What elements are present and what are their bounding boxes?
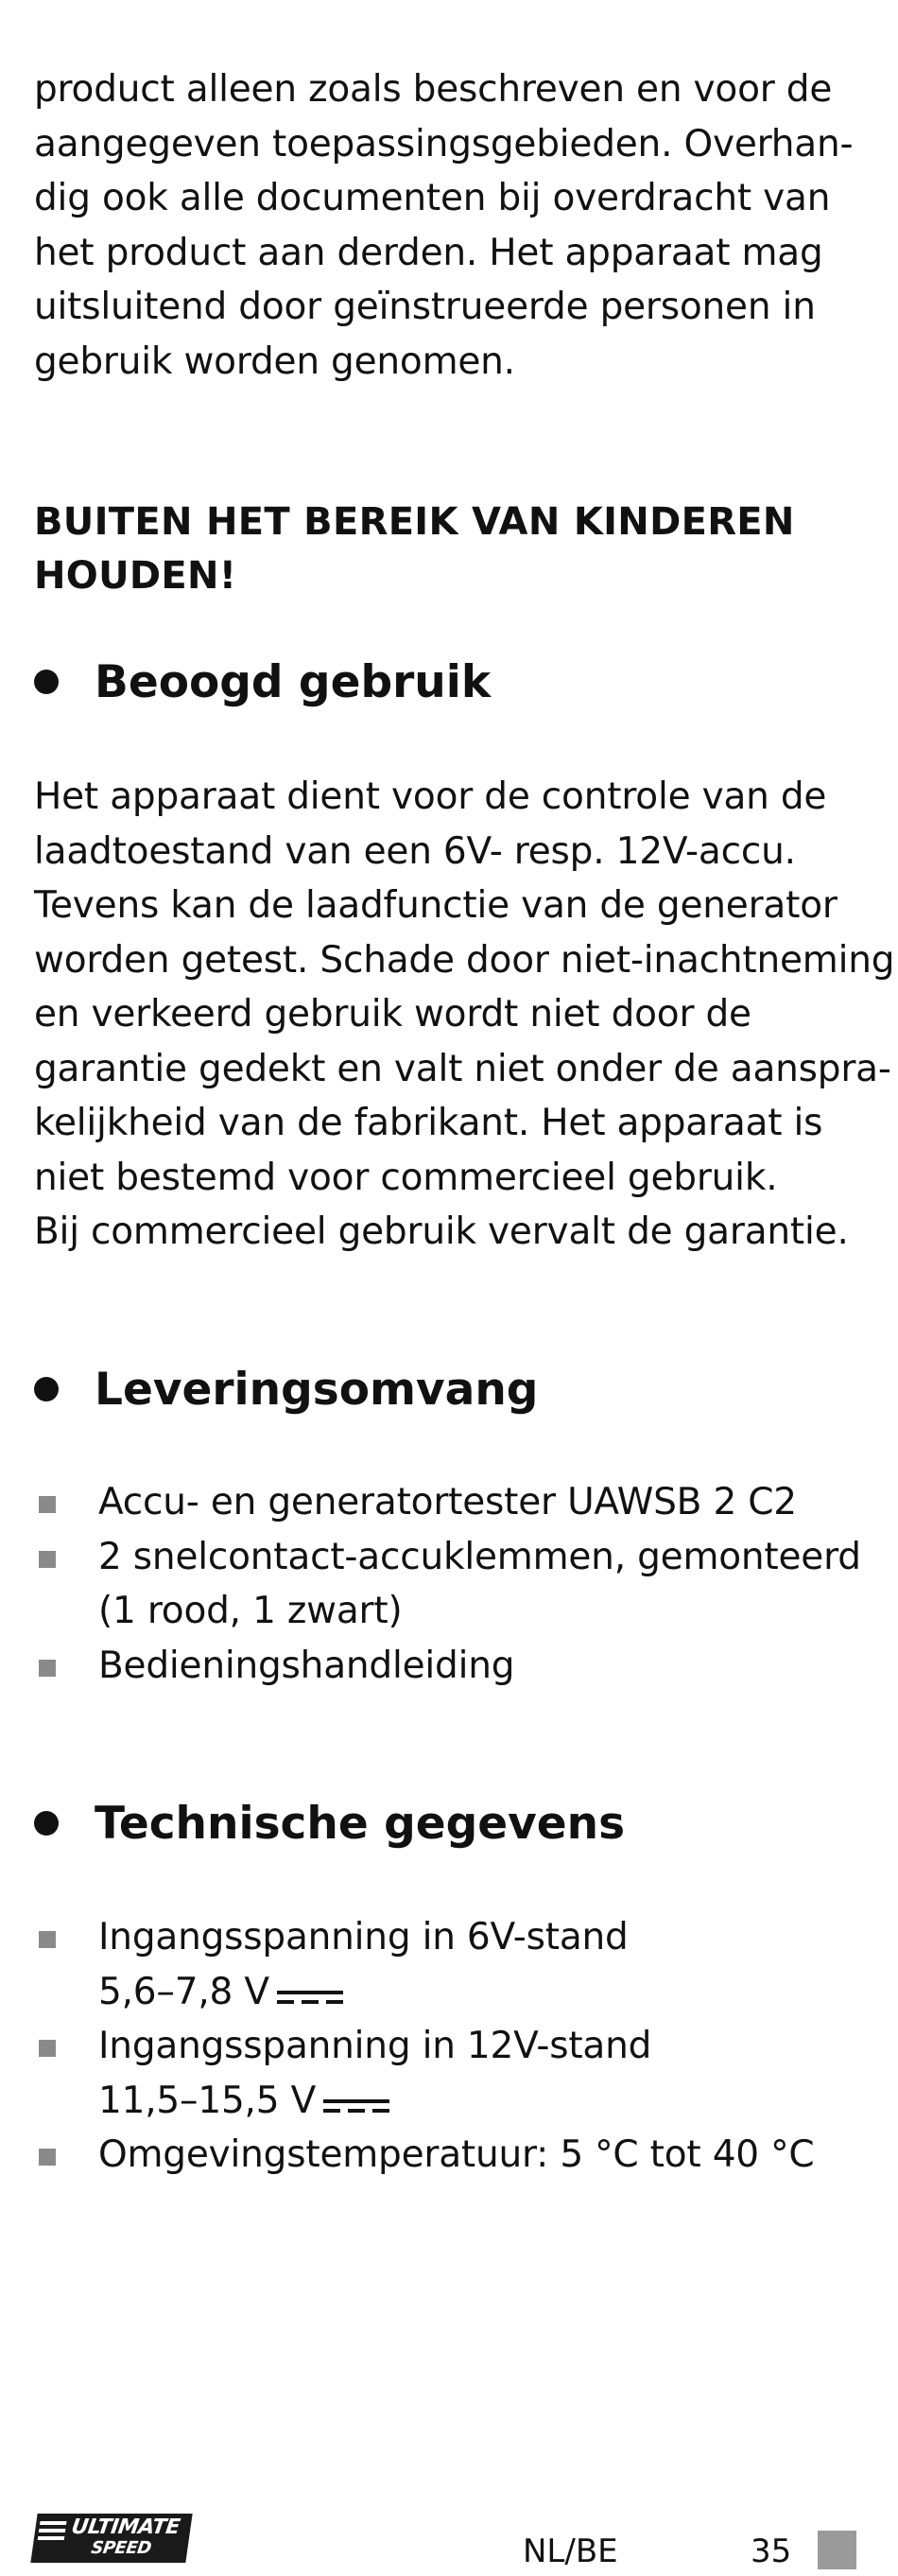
bullet-dot-icon [34,1811,59,1836]
section-heading-intended-use [34,654,491,711]
intended-use-line: garantie gedekt en valt niet onder de aanspra- [34,1047,891,1090]
intro-line: het product aan derden. Het apparaat mag [34,231,823,274]
intended-use-line: Tevens kan de laadfunctie van de generator [34,884,838,927]
list-item [34,1475,866,1530]
intro-line: uitsluitend door geïnstrueerde personen in [34,286,816,328]
intro-paragraph [34,62,866,389]
intended-use-line: worden getest. Schade door niet-inachtneming [34,938,895,982]
footer-region: NL/BE [523,2532,618,2570]
square-bullet-icon [39,1551,56,1568]
intro-line: dig ook alle documenten bij overdracht van [34,177,831,219]
list-item [34,2019,866,2128]
section-heading-scope [34,1362,538,1419]
list-item-text: 2 snelcontact-accuklemmen, gemonteerd [98,1535,861,1578]
list-item-value [98,1965,866,2020]
list-item-text: Ingangsspanning in 12V-stand [98,2025,652,2067]
dc-voltage-icon [319,2096,393,2116]
logo-text-line1: ULTIMATE [69,2515,181,2539]
section-title: Leveringsomvang [95,1364,539,1416]
intro-line: aangegeven toepassingsgebieden. Overhan- [34,122,854,165]
intended-use-paragraph [34,770,895,1260]
intro-line: gebruik worden genomen. [34,339,515,383]
list-item [34,1530,866,1639]
technical-list [34,1910,866,2183]
intro-line: product alleen zoals beschreven en voor de [34,68,833,111]
voltage-range: 5,6–7,8 V [98,1970,269,2013]
list-item [34,2128,866,2183]
square-bullet-icon [39,1931,56,1948]
warning-line: HOUDEN! [34,554,237,598]
square-bullet-icon [39,1496,56,1513]
logo-stripes [37,2521,66,2544]
section-title: Technische gegevens [95,1798,626,1850]
child-safety-warning [34,496,866,603]
dc-voltage-icon [273,1987,347,2008]
intended-use-line: kelijkheid van de fabrikant. Het apparaat is [34,1102,823,1144]
bullet-dot-icon [34,1377,59,1401]
section-heading-technical [34,1796,625,1853]
list-item [34,1910,866,2019]
list-item-text: Accu- en generatortester UAWSB 2 C2 [98,1481,797,1523]
warning-line: BUITEN HET BEREIK VAN KINDEREN [34,500,795,544]
brand-logo [30,2514,192,2563]
square-bullet-icon [39,2040,56,2057]
intended-use-line: en verkeerd gebruik wordt niet door de [34,993,751,1036]
page-marker-square [818,2531,856,2569]
intended-use-line: Bij commercieel gebruik vervalt de garantie. [34,1210,849,1253]
page-footer [0,2497,898,2572]
intended-use-line: laadtoestand van een 6V- resp. 12V-accu. [34,829,796,873]
list-item-text: Omgevingstemperatuur: 5 °C tot 40 °C [98,2133,815,2176]
page-number: 35 [751,2532,792,2570]
list-item [34,1639,866,1694]
section-title: Beoogd gebruik [95,656,492,708]
intended-use-line: niet bestemd voor commercieel gebruik. [34,1156,778,1199]
list-item-text: (1 rood, 1 zwart) [98,1590,403,1632]
square-bullet-icon [39,2149,56,2166]
intended-use-line: Het apparaat dient voor de controle van de [34,775,827,818]
bullet-dot-icon [34,670,59,694]
square-bullet-icon [39,1660,56,1677]
list-item-value [98,2074,866,2129]
scope-list [34,1475,866,1693]
list-item-text: Bedieningshandleiding [98,1644,515,1687]
logo-text-line2: SPEED [90,2538,153,2558]
list-item-text: Ingangsspanning in 6V-stand [98,1916,629,1958]
voltage-range: 11,5–15,5 V [98,2079,317,2122]
